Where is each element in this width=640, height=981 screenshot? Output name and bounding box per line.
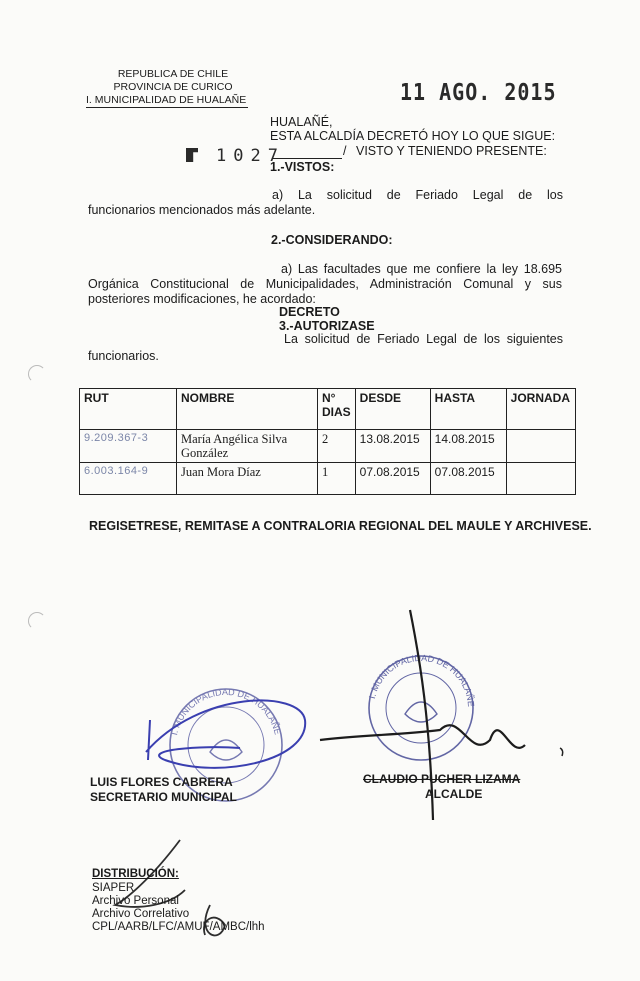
punch-hole-icon bbox=[28, 365, 46, 383]
signature-left-icon bbox=[146, 700, 305, 767]
distribution-heading: DISTRIBUCIÓN: bbox=[92, 868, 179, 880]
cell-nombre: María Angélica Silva González bbox=[177, 430, 318, 463]
decreto-heading: DECRETO bbox=[279, 305, 340, 319]
place-line: HUALAÑÉ, bbox=[270, 115, 333, 129]
signature-right-icon bbox=[320, 610, 525, 820]
considerando-line1: a) Las facultades que me confiere la ley 18.695 bbox=[281, 262, 562, 276]
cell-rut: 9.209.367-3 bbox=[80, 430, 177, 463]
cell-jornada bbox=[506, 463, 575, 495]
distribution-item: Archivo Correlativo bbox=[92, 908, 190, 920]
cell-hasta: 07.08.2015 bbox=[430, 463, 506, 495]
table-header-row bbox=[80, 389, 576, 430]
cell-hasta: 14.08.2015 bbox=[430, 430, 506, 463]
signatory-left-title: SECRETARIO MUNICIPAL bbox=[90, 790, 237, 804]
header-republica: REPUBLICA DE CHILE bbox=[117, 68, 229, 80]
seal-right-icon bbox=[367, 653, 476, 760]
signatory-left-name: LUIS FLORES CABRERA bbox=[90, 775, 233, 789]
header-municipalidad: I. MUNICIPALIDAD DE HUALAÑE bbox=[86, 94, 247, 106]
visto-line: VISTO Y TENIENDO PRESENTE: bbox=[356, 144, 547, 158]
distribution-item: SIAPER bbox=[92, 882, 135, 894]
feriado-table bbox=[79, 388, 576, 495]
decreto-line1: La solicitud de Feriado Legal de los siguientes bbox=[284, 332, 563, 346]
table-row bbox=[80, 430, 576, 463]
autorizase-heading: 3.-AUTORIZASE bbox=[279, 319, 375, 333]
considerando-line2: Orgánica Constitucional de Municipalidades, Administración Comunal y sus bbox=[88, 277, 562, 291]
vistos-text-first: a) La solicitud de Feriado Legal de los bbox=[272, 188, 563, 202]
slash-separator: / bbox=[343, 144, 347, 158]
col-desde: DESDE bbox=[355, 389, 430, 430]
cell-desde: 13.08.2015 bbox=[355, 430, 430, 463]
numero-symbol-icon bbox=[186, 148, 198, 162]
table-row bbox=[80, 463, 576, 495]
cell-nombre: Juan Mora Díaz bbox=[177, 463, 318, 495]
considerando-line3: posteriores modificaciones, he acordado: bbox=[88, 292, 316, 306]
date-stamp: 11 AGO. 2015 bbox=[400, 78, 557, 106]
distribution-item: CPL/AARB/LFC/AMUF/AMBC/lhh bbox=[92, 921, 265, 933]
decree-number: 1027 bbox=[216, 146, 285, 166]
alcaldia-line: ESTA ALCALDÍA DECRETÓ HOY LO QUE SIGUE: bbox=[270, 129, 556, 143]
signatory-right-title: ALCALDE bbox=[425, 787, 483, 801]
col-dias: N° DIAS bbox=[318, 389, 356, 430]
punch-hole-icon bbox=[28, 612, 46, 630]
seal-left-text: I. MUNICIPALIDAD DE HUALAÑE bbox=[169, 686, 283, 737]
col-nombre: NOMBRE bbox=[177, 389, 318, 430]
seal-right-text: I. MUNICIPALIDAD DE HUALAÑE bbox=[366, 652, 477, 708]
col-jornada: JORNADA bbox=[506, 389, 575, 430]
cell-jornada bbox=[506, 430, 575, 463]
vistos-text-rest: funcionarios mencionados más adelante. bbox=[88, 203, 316, 217]
vistos-heading: 1.-VISTOS: bbox=[270, 160, 335, 174]
cell-dias: 1 bbox=[318, 463, 356, 495]
cell-rut: 6.003.164-9 bbox=[80, 463, 177, 495]
tick-mark-icon bbox=[560, 748, 563, 756]
distribution-item: Archivo Personal bbox=[92, 895, 179, 907]
cell-desde: 07.08.2015 bbox=[355, 463, 430, 495]
col-rut: RUT bbox=[80, 389, 177, 430]
signatory-right-name: CLAUDIO PUCHER LIZAMA bbox=[363, 772, 521, 786]
considerando-heading: 2.-CONSIDERANDO: bbox=[271, 233, 393, 247]
cell-dias: 2 bbox=[318, 430, 356, 463]
decreto-line2: funcionarios. bbox=[88, 349, 159, 363]
header-provincia: PROVINCIA DE CURICO bbox=[113, 81, 233, 93]
closing-text: REGISETRESE, REMITASE A CONTRALORIA REGIONAL DEL MAULE Y ARCHIVESE. bbox=[89, 519, 592, 533]
col-hasta: HASTA bbox=[430, 389, 506, 430]
number-underline bbox=[272, 158, 342, 159]
